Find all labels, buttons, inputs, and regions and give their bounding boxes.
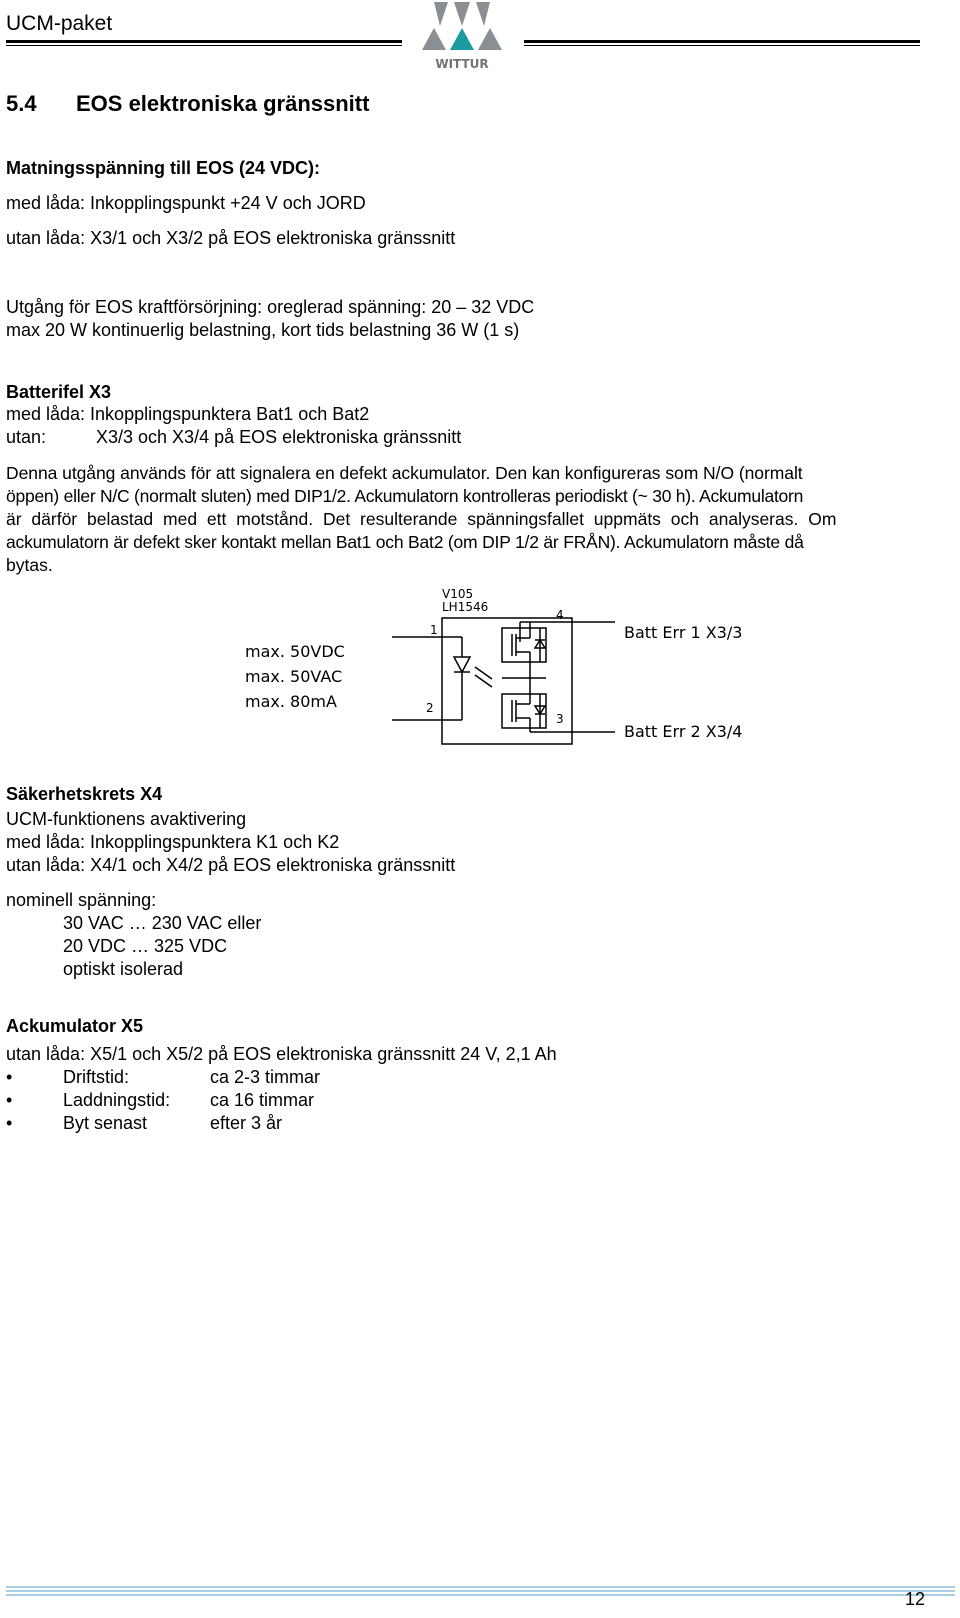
battery-error-heading: Batterifel X3 — [6, 382, 112, 402]
paragraph-line: öppen) eller N/C (normalt sluten) med DIP1/2. Ackumulatorn kontrolleras periodiskt (~ 30 h). Ackumulatorn — [6, 486, 804, 506]
paragraph-line: bytas. — [6, 555, 53, 575]
accumulator-item-value: ca 2-3 timmar — [210, 1067, 321, 1087]
nominal-voltage-value: 20 VDC … 325 VDC — [63, 936, 228, 956]
section-heading — [6, 92, 369, 115]
accumulator-item-label: Byt senast — [63, 1113, 148, 1133]
section-number: 5.4 — [6, 91, 37, 116]
paragraph-line: Denna utgång används för att signalera en defekt ackumulator. Den kan konfigureras som N/O (normalt — [6, 463, 803, 483]
wittur-logo — [418, 0, 506, 72]
battery-error-paragraph — [6, 462, 956, 577]
optocoupler-diagram — [230, 582, 770, 752]
diagram-output-1: Batt Err 1 X3/3 — [624, 623, 743, 642]
diagram-pin-4: 4 — [556, 608, 564, 622]
output-line-1: Utgång för EOS kraftförsörjning: oreglerad spänning: 20 – 32 VDC — [6, 297, 535, 317]
accumulator-item-value: efter 3 år — [210, 1113, 283, 1133]
battery-error-line-2: X3/3 och X3/4 på EOS elektroniska gränssnitt — [96, 427, 462, 447]
accumulator-item-label: Driftstid: — [63, 1067, 130, 1087]
optocoupler-schematic — [230, 582, 770, 752]
diagram-limit-2: max. 50VAC — [245, 667, 343, 686]
diagram-part-code: LH1546 — [442, 600, 489, 614]
header-rule-left — [6, 40, 402, 43]
accumulator-heading: Ackumulator X5 — [6, 1016, 144, 1036]
safety-heading: Säkerhetskrets X4 — [6, 784, 163, 804]
accumulator-line-1: utan låda: X5/1 och X5/2 på EOS elektroniska gränssnitt 24 V, 2,1 Ah — [6, 1044, 557, 1064]
nominal-voltage-value: optiskt isolerad — [63, 959, 184, 979]
header-title: UCM-paket — [6, 12, 113, 35]
header-rule-right — [524, 40, 920, 43]
safety-line-3: utan låda: X4/1 och X4/2 på EOS elektroniska gränssnitt — [6, 855, 456, 875]
section-title: EOS elektroniska gränssnitt — [76, 91, 370, 116]
battery-error-label-utan: utan: — [6, 427, 47, 447]
supply-heading: Matningsspänning till EOS (24 VDC): — [6, 158, 321, 178]
output-line-2: max 20 W kontinuerlig belastning, kort tids belastning 36 W (1 s) — [6, 320, 520, 340]
wittur-logo-icon — [418, 0, 506, 72]
diagram-part-name: V105 — [442, 587, 474, 601]
accumulator-item-label: Laddningstid: — [63, 1090, 171, 1110]
page-number: 12 — [905, 1589, 926, 1609]
bullet: • — [6, 1090, 13, 1110]
paragraph-line: ackumulatorn är defekt sker kontakt mellan Bat1 och Bat2 (om DIP 1/2 är FRÅN). Ackumulatorn måste då — [6, 532, 804, 552]
supply-line-2: utan låda: X3/1 och X3/2 på EOS elektroniska gränssnitt — [6, 228, 456, 248]
header-rule-right-thin — [524, 45, 920, 46]
paragraph-line: är därför belastad med ett motstånd. Det resulterande spänningsfallet uppmäts och analyseras. Om — [6, 509, 837, 529]
accumulator-item-value: ca 16 timmar — [210, 1090, 315, 1110]
battery-error-line-1: med låda: Inkopplingspunktera Bat1 och Bat2 — [6, 404, 370, 424]
bullet: • — [6, 1067, 13, 1087]
diagram-pin-1: 1 — [430, 623, 438, 637]
diagram-pin-3: 3 — [556, 712, 564, 726]
nominal-voltage-value: 30 VAC … 230 VAC eller — [63, 913, 262, 933]
header-rule-left-thin — [6, 45, 402, 46]
safety-line-1: UCM-funktionens avaktivering — [6, 809, 247, 829]
safety-line-2: med låda: Inkopplingspunktera K1 och K2 — [6, 832, 340, 852]
diagram-output-2: Batt Err 2 X3/4 — [624, 722, 743, 741]
diagram-limit-3: max. 80mA — [245, 692, 337, 711]
footer-band — [6, 1586, 955, 1596]
diagram-pin-2: 2 — [426, 701, 434, 715]
bullet: • — [6, 1113, 13, 1133]
diagram-limit-1: max. 50VDC — [245, 642, 345, 661]
supply-line-1: med låda: Inkopplingspunkt +24 V och JORD — [6, 193, 366, 213]
logo-text: WITTUR — [435, 57, 489, 71]
nominal-voltage-label: nominell spänning: — [6, 890, 157, 910]
